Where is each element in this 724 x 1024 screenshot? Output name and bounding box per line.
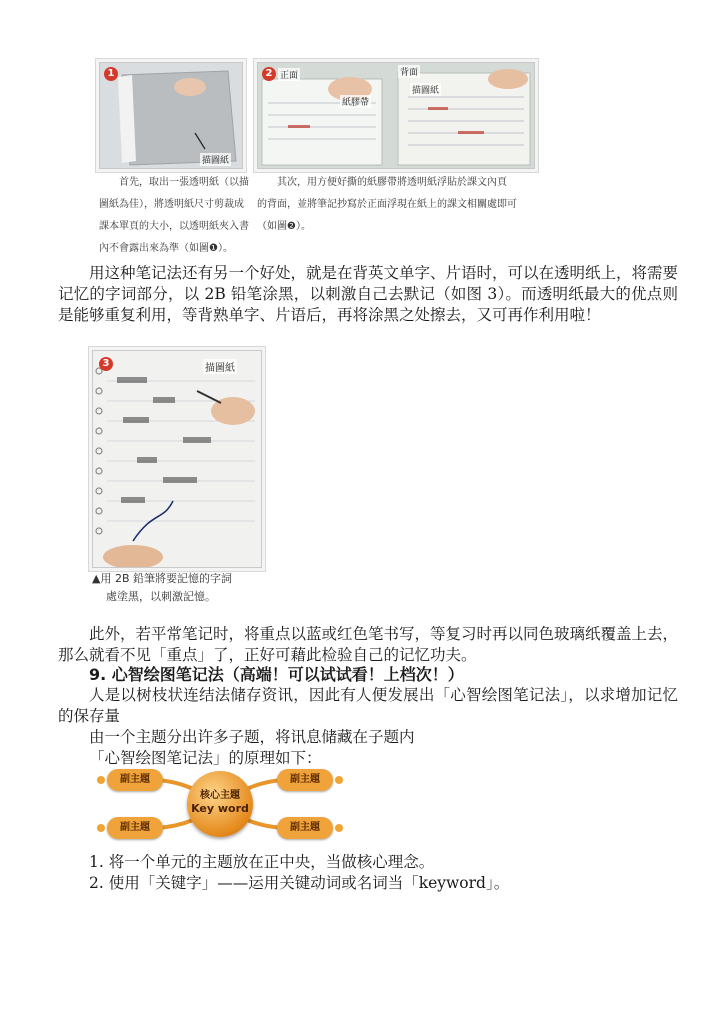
figure-2-badge: 2 [262,67,276,81]
figure-2-photo [257,62,535,169]
figure-2-label-back: 背面 [398,65,420,78]
mindmap-core [187,771,253,837]
caption-line: 的背面，並將筆記抄寫於正面浮現在紙上的課文相關處即可 [257,199,517,210]
mindmap-subtopic-bottom-left: 副主題 [107,817,163,839]
caption-line: 課本單頁的大小，以透明紙夾入書 [99,221,249,232]
caption-line: 圖紙為佳），將透明紙尺寸剪裁成 [99,199,244,210]
paragraph-mindmap-intro: 人是以树枝状连结法储存资讯，因此有人便发展出「心智绘图笔记法」，以求增加记忆的保存量 [58,686,678,725]
figure-2-label-front: 正面 [278,68,300,81]
section-heading-mindmap: 9. 心智绘图笔记法（高端！可以试试看！上档次！） [89,665,464,684]
figure-1-label: 描圖紙 [200,153,231,166]
mindmap-core-keyword: Key word [191,802,249,815]
figure-1-caption [99,172,249,260]
caption-line: 處塗黑，以刺激記憶。 [106,590,216,603]
figure-3-label: 描圖紙 [203,359,237,374]
mindmap-subtopic-top-right: 副主題 [277,769,333,791]
figure-2-caption [257,172,537,238]
caption-line: 其次，用方便好撕的紙膠帶將透明紙浮貼於課文內頁 [277,177,507,188]
mindmap-subtopic-bottom-right: 副主題 [277,817,333,839]
figure-3-photo [92,350,262,568]
list-item: 2. 使用「关键字」——运用关键动词或名词当「keyword」。 [89,874,510,892]
caption-line: 內不會露出來為準（如圖❶）。 [99,243,233,254]
figure-2-label-tape: 紙膠帶 [340,95,371,108]
figure-1-badge: 1 [104,67,118,81]
caption-line: ▲用 2B 鉛筆將要記憶的字詞 [92,572,232,585]
caption-line: （如圖❷）。 [257,221,311,232]
list-item: 1. 将一个单元的主题放在正中央，当做核心理念。 [89,853,435,871]
figure-3-illustration [93,351,261,567]
paragraph-subtopics: 由一个主题分出许多子题，将讯息储藏在子题内 [89,728,415,746]
figure-2-label-paper: 描圖紙 [410,83,441,96]
mindmap-subtopic-top-left: 副主題 [107,769,163,791]
figure-1-photo [99,62,243,169]
mindmap-core-title: 核心主題 [200,790,240,801]
paragraph-reuse-benefit: 用这种笔记法还有另一个好处，就是在背英文单字、片语时，可以在透明纸上，将需要记忆的字词部分，以 2B 铅笔涂黑，以刺激自己去默记（如图 3）。而透明纸最大的优点则是能够重复利用，等背熟单字、片语后，再将涂黑之处擦去，又可再作利用啦！ [58,264,679,324]
mindmap-diagram [95,762,345,846]
figure-3-caption [92,570,272,606]
figure-3-badge: 3 [99,357,113,371]
paragraph-principle-intro: 「心智绘图笔记法」的原理如下： [89,749,322,767]
caption-line: 首先，取出一張透明紙（以描 [119,177,249,188]
paragraph-color-cover: 此外，若平常笔记时，将重点以蓝或红色笔书写，等复习时再以同色玻璃纸覆盖上去，那么就看不见「重点」了，正好可藉此检验自己的记忆功夫。 [58,625,679,664]
